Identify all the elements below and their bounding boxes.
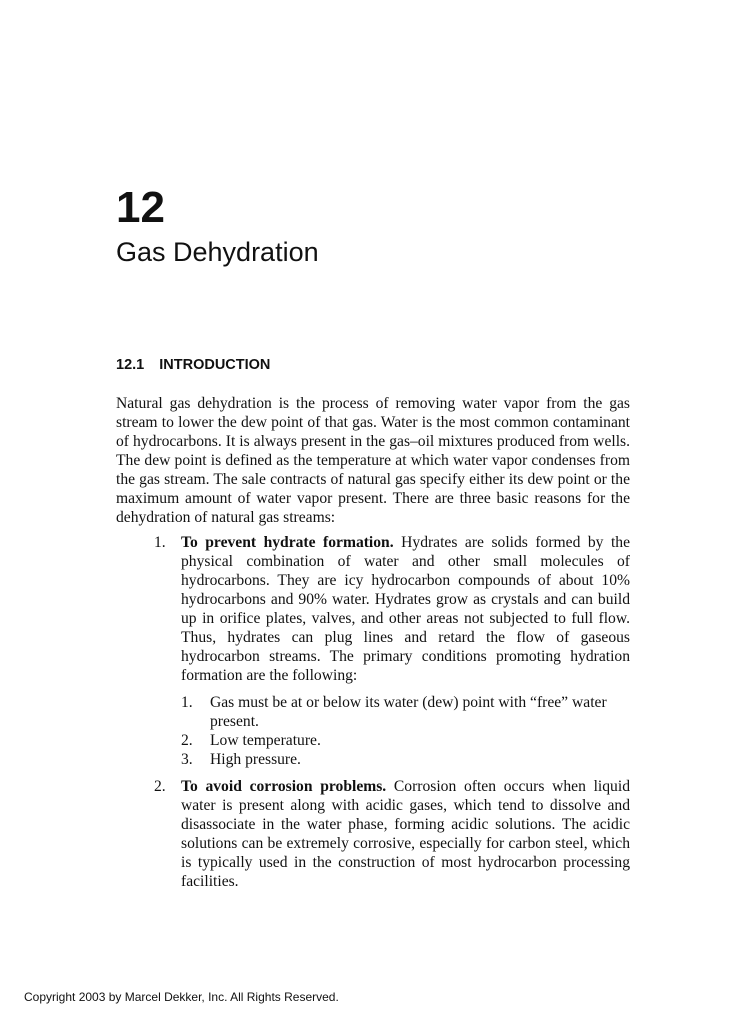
- section-title: INTRODUCTION: [159, 357, 271, 373]
- copyright-footer: Copyright 2003 by Marcel Dekker, Inc. All Rights Reserved.: [24, 990, 339, 1004]
- reason-text: Hydrates are solids formed by the physical combination of water and other small molecules of hydrocarbons. They are icy hydrocarbon compounds of about 10% hydrocarbons and 90% water. Hydrates grow as crystals and can build up in orifice plates, valves, and other areas not subjected to full flow. Thus, hydrates can plug lines and retard the flow of gaseous hydrocarbon streams. The primary conditions promoting hydration formation are the following:: [181, 534, 631, 684]
- condition-number: 1.: [181, 694, 193, 711]
- section-number: 12.1: [116, 357, 145, 373]
- condition-text: High pressure.: [210, 751, 301, 768]
- chapter-title: Gas Dehydration: [116, 237, 319, 267]
- condition-text: Low temperature.: [210, 732, 321, 749]
- condition-item: [181, 750, 630, 769]
- reason-text: Corrosion often occurs when liquid water is present along with acidic gases, which tend to dissolve and disassociate in the water phase, forming acidic solutions. The acidic solutions can be extremely corrosive, especially for carbon steel, which is typically used in the construction of most hydrocarbon processing facilities.: [181, 778, 630, 890]
- body-text: [116, 394, 630, 899]
- reason-item: [116, 777, 630, 891]
- condition-number: 2.: [181, 732, 193, 749]
- reasons-list: [116, 533, 630, 891]
- reason-item: [116, 533, 630, 769]
- reason-number: 2.: [154, 778, 166, 795]
- reason-lead: To avoid corrosion problems.: [181, 778, 387, 795]
- reason-number: 1.: [154, 534, 166, 551]
- section-heading: [116, 356, 270, 374]
- conditions-list: [181, 693, 630, 769]
- condition-item: [181, 731, 630, 750]
- intro-paragraph: Natural gas dehydration is the process of removing water vapor from the gas stream to lower the dew point of that gas. Water is the most common contaminant of hydrocarbons. It is always present in the gas–oil mixtures produced from wells. The dew point is defined as the temperature at which water vapor condenses from the gas stream. The sale contracts of natural gas specify either its dew point or the maximum amount of water vapor present. There are three basic reasons for the dehydration of natural gas streams:: [116, 395, 630, 526]
- condition-text: Gas must be at or below its water (dew) point with “free” water present.: [210, 694, 607, 730]
- chapter-number: 12: [116, 183, 165, 232]
- reason-lead: To prevent hydrate formation.: [181, 534, 394, 551]
- condition-number: 3.: [181, 751, 193, 768]
- condition-item: [181, 693, 630, 731]
